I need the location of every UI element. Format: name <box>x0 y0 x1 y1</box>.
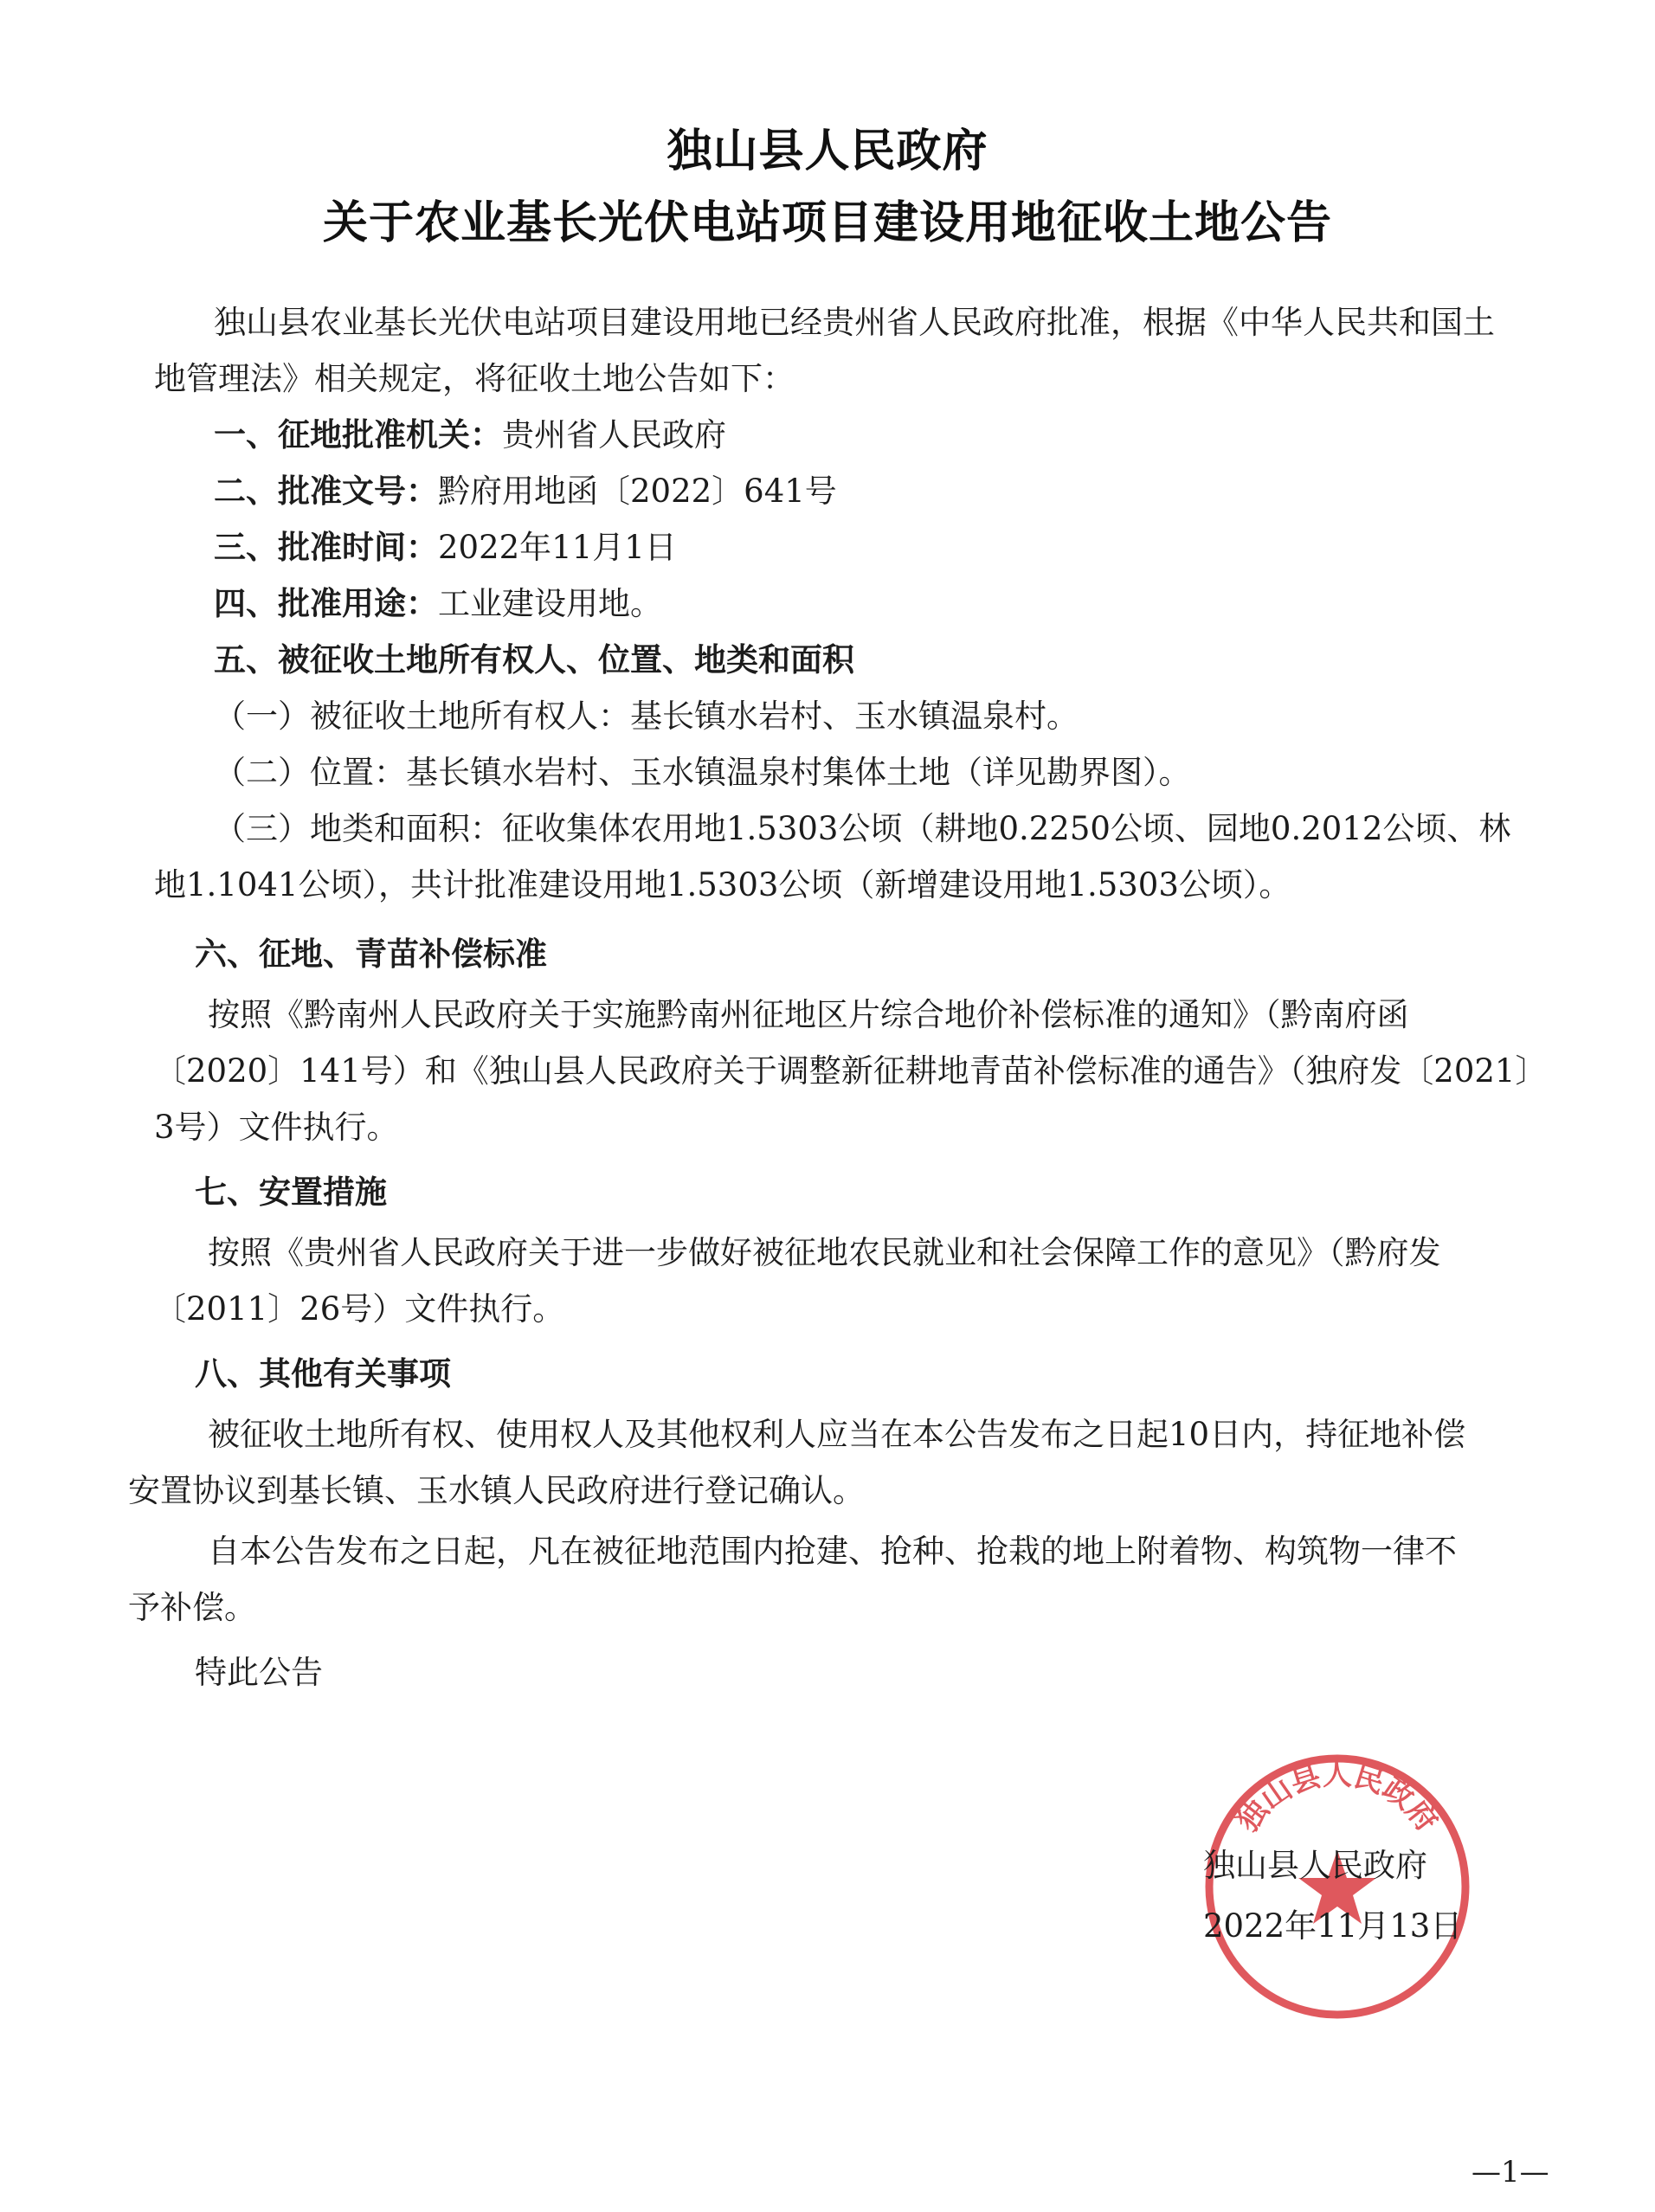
section-7-heading: 七、安置措施 <box>195 1174 387 1211</box>
section-5-item3-line2: 地1.1041公顷），共计批准建设用地1.5303公顷（新增建设用地1.5303公顷）。 <box>154 866 1291 903</box>
page-number: —1— <box>1471 2155 1549 2189</box>
section-1 <box>214 407 1616 463</box>
section-3-label: 三、批准时间： <box>214 529 438 566</box>
section-2-value: 黔府用地函〔2022〕641号 <box>438 473 837 510</box>
section-8-line4: 予补偿。 <box>128 1589 256 1626</box>
section-8-line3: 自本公告发布之日起，凡在被征地范围内抢建、抢种、抢栽的地上附着物、构筑物一律不 <box>208 1533 1457 1570</box>
seal-text: 独山县人民政府 <box>1230 1757 1445 1839</box>
section-1-value: 贵州省人民政府 <box>502 416 726 453</box>
signature-organization: 独山县人民政府 <box>1203 1847 1427 1884</box>
section-5-item3-line1: （三）地类和面积：征收集体农用地1.5303公顷（耕地0.2250公顷、园地0.2012公顷、林 <box>214 810 1511 847</box>
svg-text:独山县人民政府 <box>1231 1758 1445 1838</box>
section-4-label: 四、批准用途： <box>214 585 438 622</box>
section-6-line1: 按照《黔南州人民政府关于实施黔南州征地区片综合地价补偿标准的通知》（黔南府函 <box>208 996 1409 1033</box>
section-3 <box>214 519 1616 576</box>
section-4-value: 工业建设用地。 <box>438 585 662 622</box>
document-title-line2: 关于农业基长光伏电站项目建设用地征收土地公告 <box>322 197 1332 249</box>
intro-line2: 地管理法》相关规定，将征收土地公告如下： <box>154 360 795 397</box>
section-5-heading: 五、被征收土地所有权人、位置、地类和面积 <box>214 641 854 678</box>
section-2-label: 二、批准文号： <box>214 473 438 510</box>
closing-text: 特此公告 <box>195 1654 323 1691</box>
section-6-line3: 3号）文件执行。 <box>154 1109 399 1146</box>
section-5-item2: （二）位置：基长镇水岩村、玉水镇温泉村集体土地（详见勘界图）。 <box>214 754 1191 791</box>
section-7-line2: 〔2011〕26号）文件执行。 <box>154 1290 565 1328</box>
section-3-value: 2022年11月1日 <box>438 529 677 566</box>
section-8-heading: 八、其他有关事项 <box>195 1355 451 1392</box>
section-6-heading: 六、征地、青苗补偿标准 <box>195 936 547 973</box>
intro-line1: 独山县农业基长光伏电站项目建设用地已经贵州省人民政府批准，根据《中华人民共和国土 <box>214 304 1495 341</box>
section-5-item1: （一）被征收土地所有权人：基长镇水岩村、玉水镇温泉村。 <box>214 698 1079 735</box>
section-4 <box>214 576 1616 632</box>
section-6-line2: 〔2020〕141号）和《独山县人民政府关于调整新征耕地青苗补偿标准的通告》（独府发〔2021〕 <box>154 1052 1548 1090</box>
section-1-label: 一、征地批准机关： <box>214 416 502 453</box>
section-8-line1: 被征收土地所有权、使用权人及其他权利人应当在本公告发布之日起10日内，持征地补偿 <box>208 1416 1466 1453</box>
section-8-line2: 安置协议到基长镇、玉水镇人民政府进行登记确认。 <box>128 1472 865 1509</box>
signature-date: 2022年11月13日 <box>1203 1907 1463 1945</box>
document-title-line1: 独山县人民政府 <box>667 125 988 177</box>
section-7-line1: 按照《贵州省人民政府关于进一步做好被征地农民就业和社会保障工作的意见》（黔府发 <box>208 1234 1441 1271</box>
section-2 <box>214 463 1616 519</box>
official-seal-icon <box>1199 1748 1476 2025</box>
